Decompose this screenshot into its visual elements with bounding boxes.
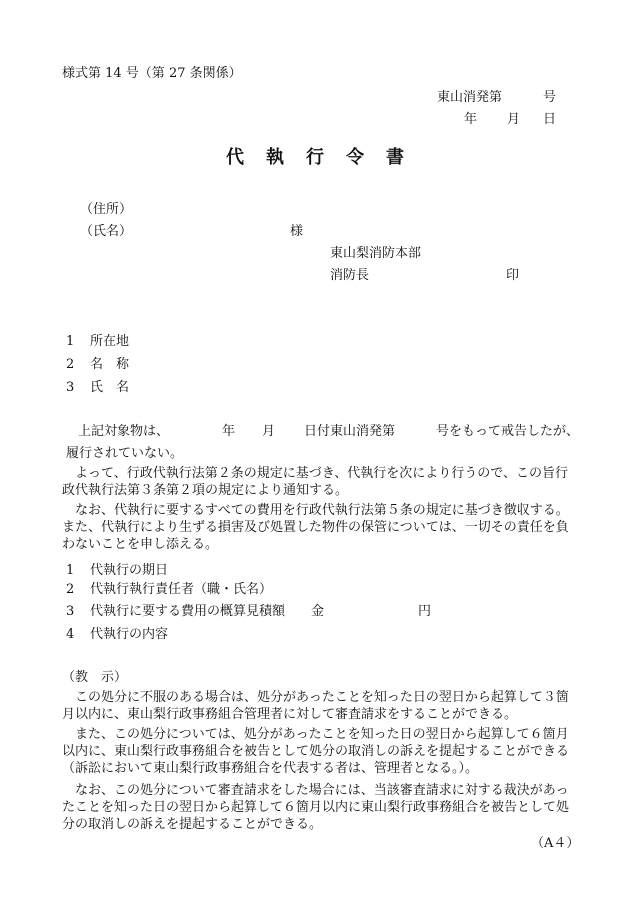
object-item-label: 名 称 bbox=[90, 357, 130, 372]
body-line1-year: 年 bbox=[222, 424, 236, 439]
object-item-num: 1 bbox=[66, 334, 75, 349]
body-line1-d: 日付東山消発第 bbox=[304, 424, 396, 439]
object-item-num: 2 bbox=[66, 357, 75, 372]
form-label: 様式第 14 号（第 27 条関係） bbox=[62, 66, 242, 81]
body-paragraph-2: よって、行政代執行法第２条の規定に基づき、代執行を次により行うので、この旨行政代執行法第３条第２項の規定により通知する。 bbox=[62, 466, 568, 498]
exec-item-num: 1 bbox=[66, 563, 75, 578]
exec-item-label: 代執行の内容 bbox=[90, 627, 169, 642]
body-line2: 履行されていない。 bbox=[66, 446, 184, 461]
body-line1-a: 上記対象物は、 bbox=[78, 424, 170, 439]
object-item-label: 氏 名 bbox=[90, 380, 130, 395]
exec-item-label: 代執行に要する費用の概算見積額 bbox=[90, 604, 286, 619]
body-line1-month: 月 bbox=[262, 424, 276, 439]
object-item-label: 所在地 bbox=[90, 334, 130, 349]
issuer-role: 消防長 bbox=[330, 268, 370, 283]
name-label: （氏名） bbox=[80, 224, 133, 239]
honorific-sama: 様 bbox=[290, 224, 304, 239]
notice-paragraph-2: また、この処分については、処分があったことを知った日の翌日から起算して６箇月以内に、東山梨行政事務組合を被告として処分の取消しの訴えを提起することができる（訴訟において東山梨行政事務組合を代表する者は、管理者となる。）。 bbox=[62, 727, 570, 776]
cost-amount-unit: 円 bbox=[418, 604, 432, 619]
exec-item-label: 代執行の期日 bbox=[90, 563, 169, 578]
exec-item-num: 4 bbox=[66, 627, 75, 642]
address-label: （住所） bbox=[80, 202, 133, 217]
exec-item-label: 代執行執行責任者（職・氏名） bbox=[90, 582, 273, 597]
seal-mark: 印 bbox=[506, 268, 520, 283]
exec-item-num: 2 bbox=[66, 582, 75, 597]
date-day: 日 bbox=[543, 112, 557, 127]
date-year: 年 bbox=[464, 112, 478, 127]
issuer-org: 東山梨消防本部 bbox=[330, 246, 422, 261]
body-line1-e: 号をもって戒告したが、 bbox=[436, 424, 580, 439]
object-item-num: 3 bbox=[66, 380, 75, 395]
doc-number-suffix: 号 bbox=[543, 90, 557, 105]
notice-heading: （教 示） bbox=[62, 670, 128, 685]
cost-amount-prefix: 金 bbox=[311, 604, 325, 619]
doc-number-prefix: 東山消発第 bbox=[437, 90, 503, 105]
exec-item-num: 3 bbox=[66, 604, 75, 619]
notice-paragraph-1: この処分に不服のある場合は、処分があったことを知った日の翌日から起算して３箇月以内に、東山梨行政事務組合管理者に対して審査請求をすることができる。 bbox=[62, 690, 569, 722]
document-title: 代執行令書 bbox=[226, 147, 426, 168]
notice-paragraph-3: なお、この処分について審査請求をした場合には、当該審査請求に対する裁決があったことを知った日の翌日から起算して６箇月以内に東山梨行政事務組合を被告として処分の取消しの訴えを提起することができる。 bbox=[62, 783, 570, 832]
body-paragraph-3: なお、代執行に要するすべての費用を行政代執行法第５条の規定に基づき徴収する。また、代執行により生ずる損害及び処置した物件の保管については、一切その責任を負わないことを申し添える。 bbox=[62, 503, 569, 552]
paper-size-label: （A４） bbox=[531, 836, 580, 851]
date-month: 月 bbox=[507, 112, 521, 127]
